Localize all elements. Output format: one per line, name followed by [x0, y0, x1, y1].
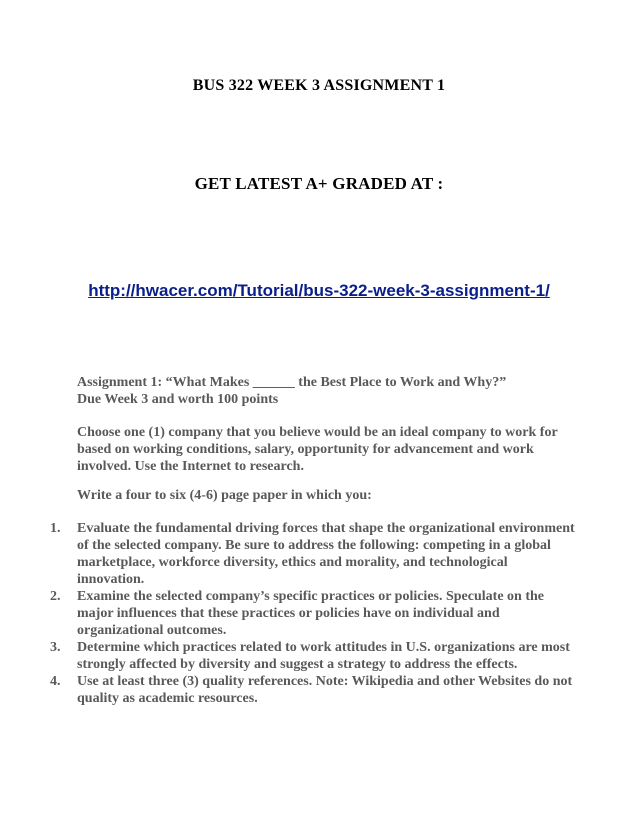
- document-subtitle: GET LATEST A+ GRADED AT :: [194, 174, 444, 193]
- requirements-list: [50, 520, 577, 707]
- document-title: BUS 322 WEEK 3 ASSIGNMENT 1: [192, 77, 446, 94]
- assignment-heading: Assignment 1: “What Makes ______ the Best Place to Work and Why?”: [77, 375, 507, 390]
- tutorial-link[interactable]: http://hwacer.com/Tutorial/bus-322-week-3-assignment-1/: [88, 281, 550, 300]
- list-item-number: 4.: [50, 674, 61, 689]
- assignment-intro: [77, 374, 577, 408]
- list-item-number: 1.: [50, 521, 61, 536]
- write-paragraph: Write a four to six (4-6) page paper in which you:: [77, 488, 372, 503]
- list-item: [50, 673, 577, 707]
- list-item: [50, 588, 577, 639]
- list-item-number: 3.: [50, 640, 61, 655]
- list-item-text: Evaluate the fundamental driving forces that shape the organizational environment of the selected company. Be sure to address the following: competing in a global marketplace, workforce diversity, ethics and morality, and technological innovation.: [77, 521, 575, 587]
- list-item-text: Determine which practices related to work attitudes in U.S. organizations are most strongly affected by diversity and suggest a strategy to address the effects.: [77, 640, 570, 672]
- list-item-text: Use at least three (3) quality references. Note: Wikipedia and other Websites do not quality as academic resources.: [77, 674, 573, 706]
- due-date-line: Due Week 3 and worth 100 points: [77, 392, 279, 407]
- instructions-paragraph: Choose one (1) company that you believe would be an ideal company to work for based on working conditions, salary, opportunity for advancement and work involved. Use the Internet to research.: [77, 425, 558, 474]
- list-item-text: Examine the selected company’s specific practices or policies. Speculate on the major influences that these practices or policies have on individual and organizational outcomes.: [77, 589, 544, 638]
- list-item: [50, 639, 577, 673]
- list-item-number: 2.: [50, 589, 61, 604]
- list-item: [50, 520, 577, 588]
